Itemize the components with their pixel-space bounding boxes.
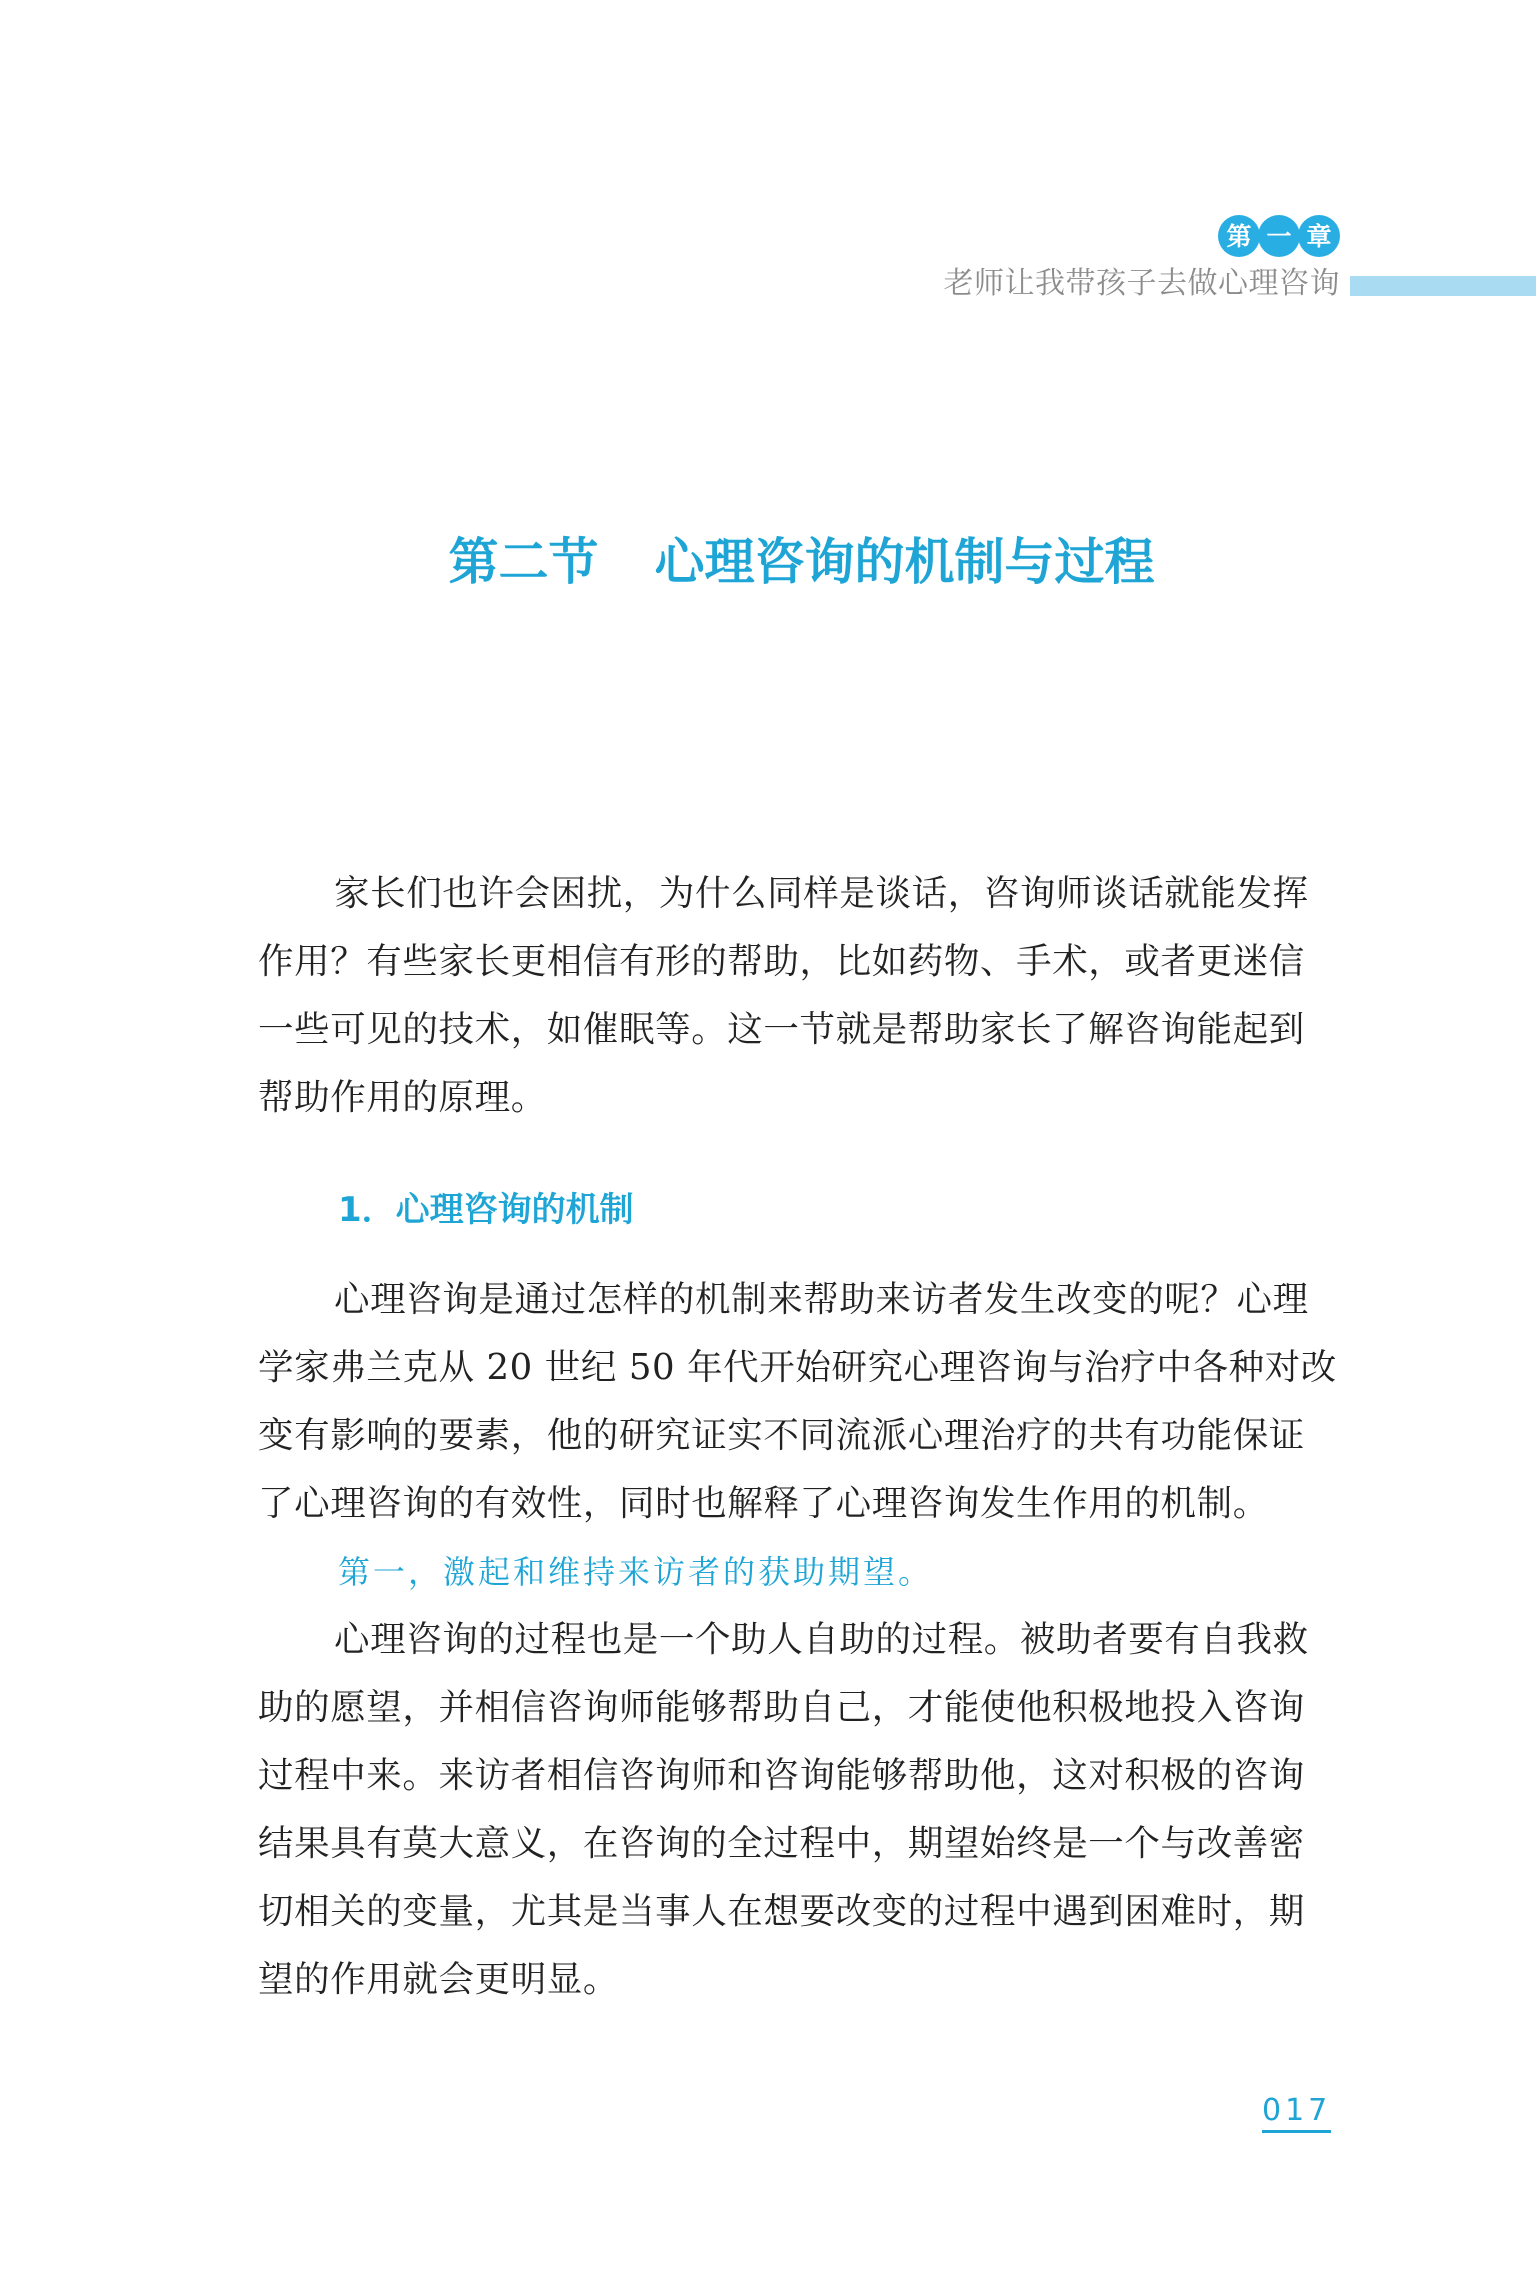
- chapter-badge: [1218, 214, 1338, 258]
- point-heading-first: 第一，激起和维持来访者的获助期望。: [338, 1553, 934, 1591]
- intro-paragraph: [258, 860, 1350, 1132]
- mechanism-line: 了心理咨询的有效性，同时也解释了心理咨询发生作用的机制。: [258, 1483, 1269, 1524]
- section-number: 第二节: [448, 533, 599, 591]
- expectation-line: 结果具有莫大意义，在咨询的全过程中，期望始终是一个与改善密: [258, 1823, 1305, 1864]
- intro-line: 一些可见的技术，如催眠等。这一节就是帮助家长了解咨询能起到: [258, 1009, 1305, 1050]
- mechanism-line: 学家弗兰克从 20 世纪 50 年代开始研究心理咨询与治疗中各种对改: [258, 1347, 1337, 1388]
- running-head-title: 老师让我带孩子去做心理咨询: [943, 266, 1340, 301]
- page-body: [258, 860, 1350, 2014]
- section-title-text: 心理咨询的机制与过程: [654, 533, 1155, 591]
- intro-line: 家长们也许会困扰，为什么同样是谈话，咨询师谈话就能发挥: [334, 873, 1309, 914]
- mechanism-paragraph: [258, 1266, 1350, 1538]
- intro-line: 帮助作用的原理。: [258, 1077, 547, 1118]
- chapter-badge-char-1: 第: [1218, 215, 1260, 257]
- subsection-heading: 1．心理咨询的机制: [338, 1190, 634, 1230]
- expectation-line: 过程中来。来访者相信咨询师和咨询能够帮助他，这对积极的咨询: [258, 1755, 1305, 1796]
- expectation-line: 望的作用就会更明显。: [258, 1959, 620, 2000]
- mechanism-line: 心理咨询是通过怎样的机制来帮助来访者发生改变的呢？心理: [334, 1279, 1309, 1320]
- expectation-line: 心理咨询的过程也是一个助人自助的过程。被助者要有自我救: [334, 1619, 1309, 1660]
- chapter-badge-char-3: 章: [1298, 215, 1340, 257]
- intro-line: 作用？有些家长更相信有形的帮助，比如药物、手术，或者更迷信: [258, 941, 1305, 982]
- mechanism-line: 变有影响的要素，他的研究证实不同流派心理治疗的共有功能保证: [258, 1415, 1305, 1456]
- expectation-line: 切相关的变量，尤其是当事人在想要改变的过程中遇到困难时，期: [258, 1891, 1305, 1932]
- expectation-paragraph: [258, 1606, 1350, 2014]
- chapter-badge-char-2: 一: [1258, 215, 1300, 257]
- expectation-line: 助的愿望，并相信咨询师能够帮助自己，才能使他积极地投入咨询: [258, 1687, 1305, 1728]
- section-title: [0, 522, 1536, 594]
- page-number: 017: [1262, 2094, 1331, 2133]
- running-head-bar: [1350, 276, 1536, 296]
